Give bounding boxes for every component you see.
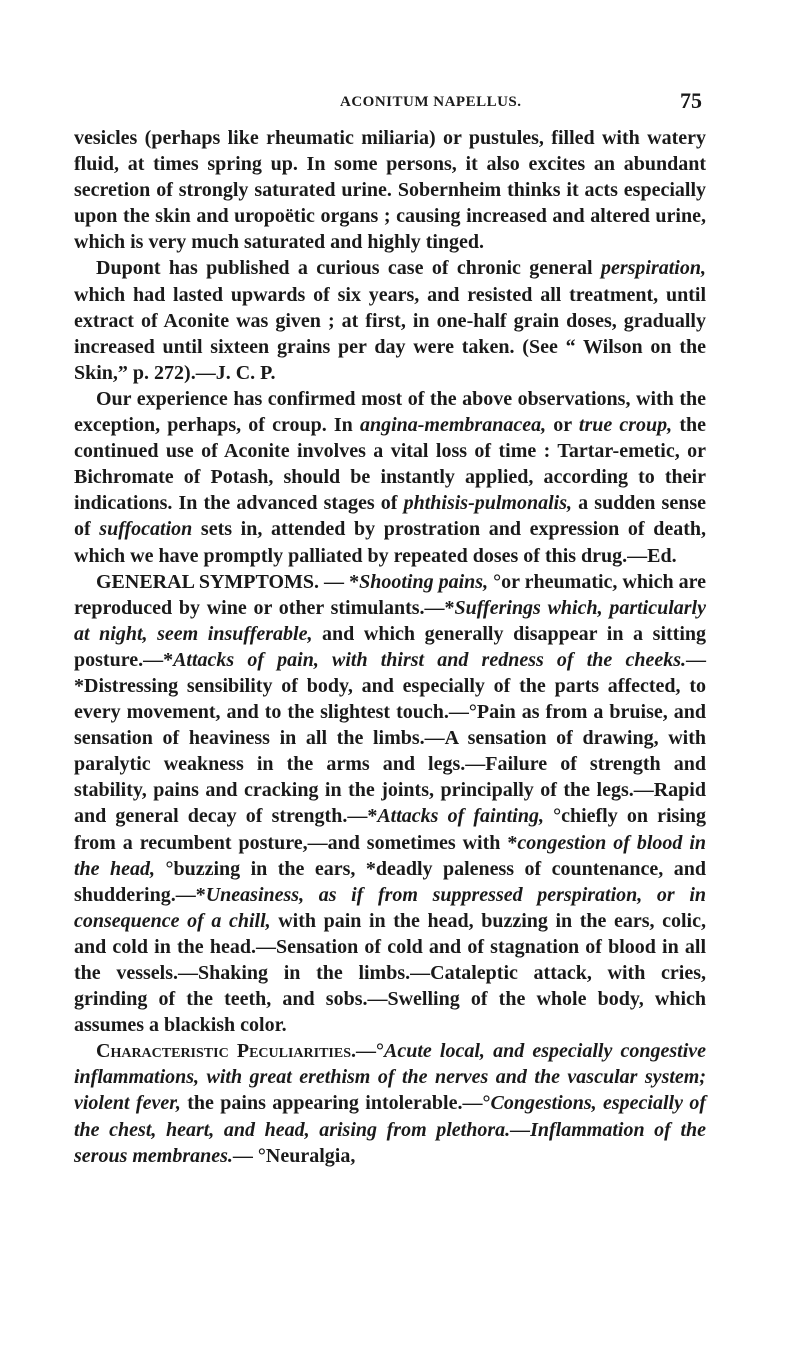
text-run: which had lasted upwards of six years, and resisted all treatment, until extract of Aconite was given ; at first, in one-half grain doses, gradually increased until sixteen grains per day were taken. (See “ Wilson on the Skin,” p. 272).—J. C. P. (74, 283, 706, 384)
text-run: with pain in the head, buzzing in the ears, colic, and cold in the head.—Sensation of cold and of stagnation of blood in all the vessels.—Shaking in the limbs.—Cataleptic attack, with cries, grinding of the teeth, and sobs.—Swelling of the whole body, which assumes a blackish color. (74, 909, 706, 1037)
italic-run: true croup, (578, 414, 673, 437)
italic-run: Acute local, and especially congestive inflammations, with great erethism of the nerves and the vascular system; violent fever, (74, 1040, 706, 1115)
text-run: a sudden sense of (74, 492, 706, 541)
italic-run: perspiration, (600, 257, 706, 280)
italic-run: Congestions, especially of the chest, heart, and head, arising from plethora.—Inflammation of the serous membranes. (74, 1092, 706, 1167)
text-run: °or rheumatic, which are reproduced by wine or other stimulants.—* (74, 570, 706, 619)
text-run: GENERAL SYMPTOMS. — * (96, 570, 360, 593)
italic-run: angina-membranacea, (359, 414, 547, 437)
text-run: sets in, attended by prostration and expression of death, which we have promptly palliated by repeated doses of this drug.—Ed. (74, 518, 706, 567)
running-title: ACONITUM NAPELLUS. (340, 94, 522, 110)
paragraph (74, 255, 706, 385)
text-run: —° (356, 1040, 384, 1063)
text-run: the pains appearing intolerable.—° (180, 1092, 491, 1115)
section-heading: Characteristic Peculiarities. (96, 1040, 356, 1063)
italic-run: Sufferings which, particularly at night, seem insufferable, (74, 596, 706, 645)
italic-run: Attacks of pain, with thirst and redness of the cheeks. (173, 648, 686, 671)
paragraph (74, 125, 706, 255)
text-run: — °Neuralgia, (232, 1144, 356, 1167)
paragraph (74, 569, 706, 1039)
text-run: °chiefly on rising from a recumbent posture,—and sometimes with * (74, 805, 706, 854)
italic-run: suffocation (99, 518, 193, 541)
paragraph (74, 1038, 706, 1168)
text-run: and which generally disappear in a sitting posture.—* (74, 622, 706, 671)
running-head (0, 88, 800, 118)
page-number: 75 (680, 88, 702, 113)
text-run: Our experience has confirmed most of the above observations, with the exception, perhaps, of croup. In (74, 387, 706, 437)
text-run: Dupont has published a curious case of chronic general (96, 257, 601, 280)
paragraph (74, 386, 706, 569)
text-run: or (546, 414, 579, 437)
italic-run: phthisis-pulmonalis, (403, 492, 572, 515)
text-run: vesicles (perhaps like rheumatic miliaria) or pustules, filled with watery fluid, at times spring up. In some persons, it also excites an abundant secretion of strongly saturated urine. Sobernheim thinks it acts especially upon the skin and uropoëtic organs ; causing increased and altered urine, which is very much saturated and highly tinged. (74, 127, 706, 254)
text-run: the continued use of Aconite involves a vital loss of time : Tartar-emetic, or Bichromate of Potash, should be instantly applied, according to their indications. In the advanced stages of (74, 414, 706, 515)
italic-run: Shooting pains, (359, 570, 489, 593)
body-text (74, 125, 706, 1169)
text-run: °buzzing in the ears, *deadly paleness of countenance, and shuddering.—* (74, 857, 706, 906)
italic-run: congestion of blood in the head, (74, 831, 707, 880)
italic-run: Attacks of fainting, (377, 805, 544, 828)
italic-run: Uneasiness, as if from suppressed perspiration, or in consequence of a chill, (74, 883, 706, 932)
text-run: —*Distressing sensibility of body, and especially of the parts affected, to every movement, and to the slightest touch.—°Pain as from a bruise, and sensation of heaviness in all the limbs.—A sensation of drawing, with paralytic weakness in the arms and legs.—Failure of strength and stability, pains and cracking in the joints, principally of the legs.—Rapid and general decay of strength.—* (74, 648, 706, 828)
